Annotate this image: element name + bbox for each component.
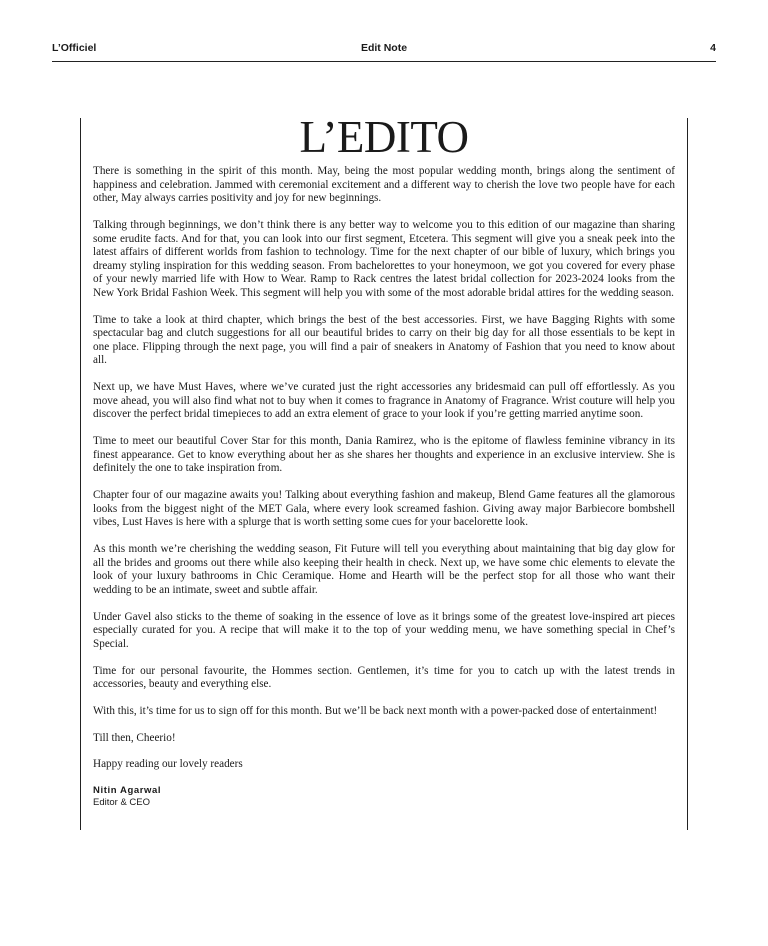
paragraph-hommes: Time for our personal favourite, the Hommes section. Gentlemen, it’s time for you to catch up with the latest trends in accessories, beauty and everything else. xyxy=(93,664,675,690)
paragraph-wedding-season: As this month we’re cherishing the wedding season, Fit Future will tell you everything about maintaining that big day glow for all the brides and grooms out there while also keeping their health in check. Next up, we have some chic elements to elevate the look of your luxury bathrooms in Chic Ceramique. Home and Hearth will be the perfect stop for all those who want their wedding to be an intimate, sweet and subtle affair. xyxy=(93,543,675,596)
magazine-brand: L’Officiel xyxy=(52,42,97,54)
paragraph-chapter-four: Chapter four of our magazine awaits you! Talking about everything fashion and makeup, Blend Game features all the glamorous looks from the biggest night of the MET Gala, where every look screamed fashion. Giving away major Barbiecore bombshell vibes, Lust Haves is here with a splurge that is worth setting some cues for your bacelorette look. xyxy=(93,489,675,528)
signature-role: Editor & CEO xyxy=(93,796,151,808)
paragraph-cheerio: Till then, Cheerio! xyxy=(93,731,176,744)
signature-name: Nitin Agarwal xyxy=(93,784,162,796)
paragraph-under-gavel: Under Gavel also sticks to the theme of soaking in the essence of love as it brings some of the greatest love-inspired art pieces especially curated for you. A recipe that will make it to the top of your wedding menu, we have something special in Chef’s Special. xyxy=(93,610,675,650)
paragraph-sign-off: With this, it’s time for us to sign off for this month. But we’ll be back next month with a power-packed dose of entertainment! xyxy=(93,705,658,717)
editorial-article xyxy=(93,112,675,809)
paragraph-must-haves: Next up, we have Must Haves, where we’ve curated just the right accessories any bridesmaid can pull off effortlessly. As you move ahead, you will also find what not to buy when it comes to fragrance in Anatomy of Fragrance. Wrist couture will help you discover the perfect bridal timepieces to add an extra element of grace to your look if you’re getting married anytime soon. xyxy=(93,381,675,420)
paragraph-accessories: Time to take a look at third chapter, which brings the best of the best accessories. First, we have Bagging Rights with some spectacular bag and clutch suggestions for all our beautiful brides to carry on their big day for all those essentials to be kept in one place. Flipping through the next page, you will find a pair of sneakers in Anatomy of Fashion that you need to know about all. xyxy=(93,313,675,366)
section-name: Edit Note xyxy=(360,42,408,54)
page-number: 4 xyxy=(710,42,716,54)
paragraph-happy-reading: Happy reading our lovely readers xyxy=(93,758,243,770)
running-head xyxy=(52,41,716,62)
right-column-rule xyxy=(687,118,688,830)
paragraph-beginnings: Talking through beginnings, we don’t think there is any better way to welcome you to this edition of our magazine than sharing some erudite facts. And for that, you can look into our first segment, Etcetera. This segment will give you a sneak peek into the latest affairs of different worlds from fashion to technology. Time for the next chapter of our bible of luxury, which brings you dreamy styling inspiration for this wedding season. From bachelorettes to your honeymoon, we got you covered for every phase of your newly married life with How to Wear. Ramp to Rack centres the latest bridal collection for 2023-2024 looks from the New York Bridal Fashion Week. This segment will help you with some of the most adorable bridal attires for the wedding season. xyxy=(93,219,675,299)
left-column-rule xyxy=(80,118,81,830)
paragraph-intro: There is something in the spirit of this month. May, being the most popular wedding month, brings along the sentiment of happiness and celebration. Jammed with ceremonial excitement and a different way to cherish the love two people have for each other, May always carries positivity and joy for new beginnings. xyxy=(93,165,675,204)
article-title: L’EDITO xyxy=(299,112,469,162)
paragraph-cover-star: Time to meet our beautiful Cover Star for this month, Dania Ramirez, who is the epitome of flawless feminine vibrancy in its finest appearance. Get to know everything about her as she shares her thoughts and experience in an exclusive interview. She is definitely the one to take inspiration from. xyxy=(93,435,675,474)
